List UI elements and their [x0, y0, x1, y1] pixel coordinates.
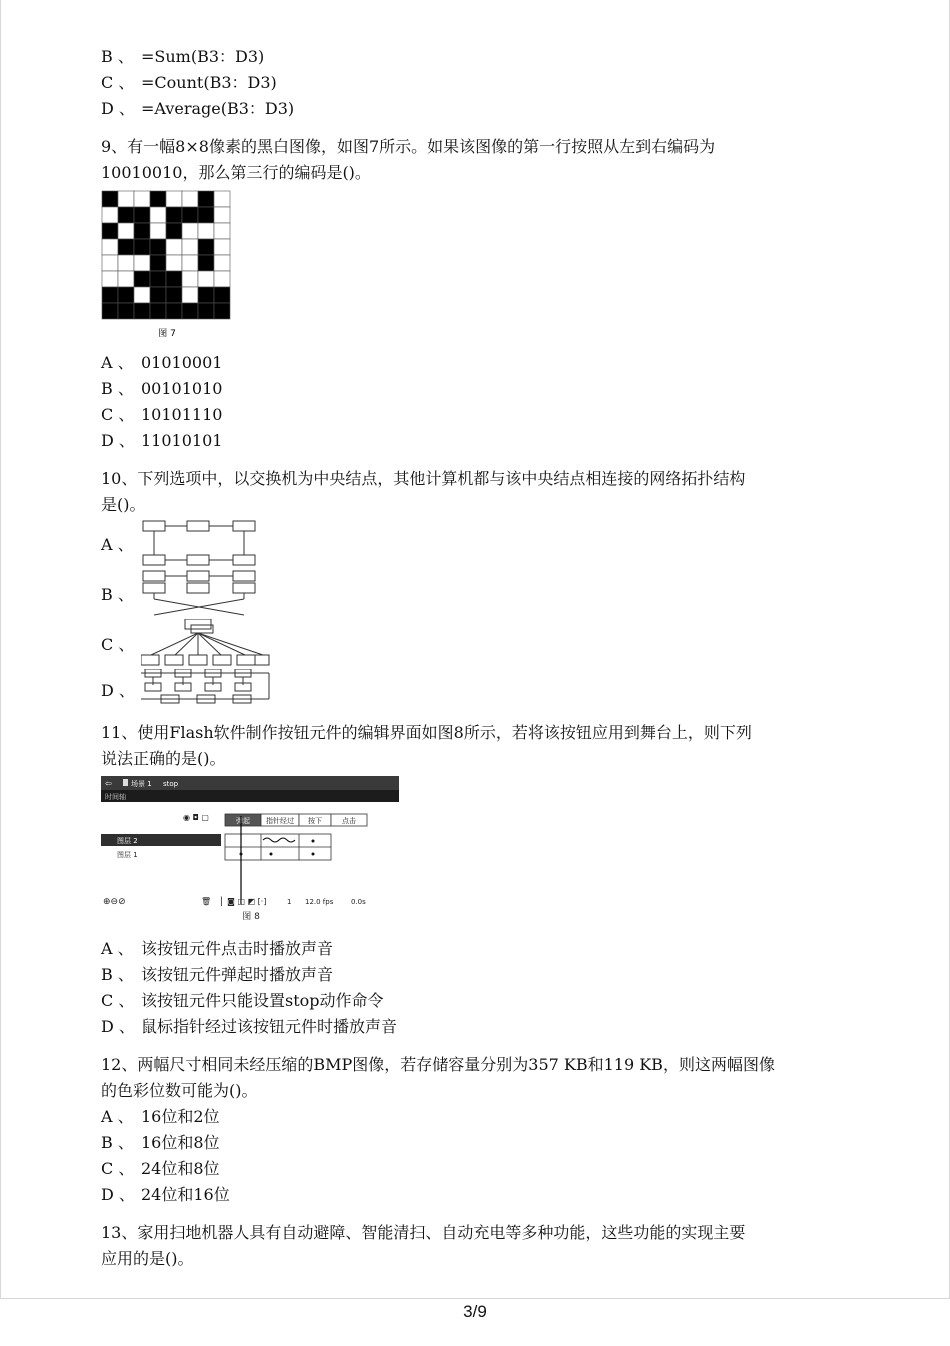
pixel-cell [118, 207, 134, 223]
scene-icon [123, 779, 128, 786]
pixel-cell [214, 287, 230, 303]
q10-option-b: B 、 [101, 568, 861, 618]
q8-options [101, 44, 861, 122]
pixel-cell [134, 303, 150, 319]
mesh-topology-icon [141, 569, 261, 617]
pixel-cell [118, 271, 134, 287]
frame-header-label: 指针经过 [266, 817, 294, 825]
pixel-grid-image [101, 190, 235, 340]
question-9 [101, 134, 861, 454]
frame-header-label: 按下 [308, 817, 322, 825]
question-12 [101, 1052, 861, 1208]
layer-name-2: 图层 2 [117, 837, 138, 845]
pixel-cell [182, 191, 198, 207]
pixel-cell [214, 239, 230, 255]
flash-button-editor [101, 776, 401, 924]
q10-option-d: D 、 [101, 668, 861, 710]
figure-8-caption: 图 8 [242, 912, 260, 922]
question-10 [101, 466, 861, 710]
pixel-cell [150, 191, 166, 207]
figure-7 [101, 190, 861, 344]
pixel-cell [214, 191, 230, 207]
pixel-cell [166, 239, 182, 255]
pixel-cell [150, 255, 166, 271]
pixel-cell [134, 223, 150, 239]
q12-stem-line1: 12、两幅尺寸相同未经压缩的BMP图像，若存储容量分别为357 KB和119 KB，则这两幅图像 [101, 1055, 775, 1074]
pixel-cell [166, 303, 182, 319]
pixel-cell [150, 271, 166, 287]
pixel-cell [166, 271, 182, 287]
elapsed-time: 0.0s [351, 898, 366, 906]
pixel-cell [102, 287, 118, 303]
keyframe-dot [240, 853, 243, 856]
figure-7-caption: 图 7 [158, 329, 176, 339]
pixel-cell [166, 223, 182, 239]
q11-option-a: A 、 该按钮元件点击时播放声音 [101, 939, 334, 958]
pixel-cell [134, 207, 150, 223]
q9-option-d: D 、 11010101 [101, 431, 223, 450]
frame-rate: 12.0 fps [305, 898, 334, 906]
pixel-cell [150, 223, 166, 239]
keyframe-dot [312, 853, 315, 856]
tree-topology-icon [141, 669, 273, 709]
pixel-cell [182, 287, 198, 303]
pixel-cell [182, 207, 198, 223]
pixel-cell [150, 303, 166, 319]
pixel-cell [102, 223, 118, 239]
pixel-cell [182, 303, 198, 319]
ring-topology-icon [141, 519, 261, 567]
q9-stem-line1: 9、有一幅8×8像素的黑白图像，如图7所示。如果该图像的第一行按照从左到右编码为 [101, 137, 716, 156]
pixel-cell [102, 271, 118, 287]
pixel-cell [150, 239, 166, 255]
pixel-cell [182, 255, 198, 271]
q9-option-c: C 、 10101110 [101, 405, 223, 424]
pixel-cell [198, 191, 214, 207]
q12-option-a: A 、 16位和2位 [101, 1107, 220, 1126]
star-topology-icon [141, 619, 271, 667]
q13-stem-line1: 13、家用扫地机器人具有自动避障、智能清扫、自动充电等多种功能，这些功能的实现主要 [101, 1223, 746, 1242]
q9-stem-line2: 10010010，那么第三行的编码是()。 [101, 163, 371, 182]
q9-option-b: B 、 00101010 [101, 379, 223, 398]
symbol-name: stop [163, 780, 179, 788]
keyframe-dot [312, 840, 315, 843]
pixel-cell [198, 303, 214, 319]
q8-option-c: C 、 =Count(B3：D3) [101, 73, 277, 92]
pixel-cell [134, 191, 150, 207]
pixel-cell [118, 303, 134, 319]
scene-name: 场景 1 [131, 780, 152, 788]
pixel-cell [134, 239, 150, 255]
pixel-cell [182, 223, 198, 239]
pixel-cell [102, 191, 118, 207]
flash-timeline-bar [101, 790, 399, 802]
pixel-cell [166, 207, 182, 223]
frame-header-label: 弹起 [236, 817, 250, 825]
pixel-cell [214, 271, 230, 287]
pixel-cell [150, 287, 166, 303]
q11-option-c: C 、 该按钮元件只能设置stop动作命令 [101, 991, 384, 1010]
pixel-cell [166, 255, 182, 271]
pixel-cell [166, 287, 182, 303]
q11-stem-line2: 说法正确的是()。 [101, 749, 226, 768]
pixel-cell [134, 255, 150, 271]
q11-stem-line1: 11、使用Flash软件制作按钮元件的编辑界面如图8所示，若将该按钮应用到舞台上，则下列 [101, 723, 752, 742]
frame-header-label: 点击 [342, 817, 356, 825]
pixel-cell [214, 255, 230, 271]
q13-stem-line2: 应用的是()。 [101, 1249, 194, 1268]
q12-option-c: C 、 24位和8位 [101, 1159, 220, 1178]
pixel-cell [134, 287, 150, 303]
q11-option-d: D 、 鼠标指针经过该按钮元件时播放声音 [101, 1017, 398, 1036]
figure-8 [101, 776, 401, 928]
keyframe-dot [270, 853, 273, 856]
q8-option-d: D 、 =Average(B3：D3) [101, 99, 295, 118]
pixel-cell [102, 255, 118, 271]
sound-waveform-icon [263, 838, 295, 842]
pixel-cell [198, 239, 214, 255]
question-13 [101, 1220, 861, 1272]
q10-stem-line1: 10、下列选项中，以交换机为中央结点，其他计算机都与该中央结点相连接的网络拓扑结构 [101, 469, 746, 488]
q9-option-a: A 、 01010001 [101, 353, 223, 372]
timeline-tool-icons: ⊕⊖⊘ [103, 897, 126, 907]
q12-option-d: D 、 24位和16位 [101, 1185, 230, 1204]
pixel-cell [118, 255, 134, 271]
timeline-label: 时间轴 [105, 793, 126, 801]
pixel-cell [118, 223, 134, 239]
pixel-cell [118, 287, 134, 303]
q12-option-b: B 、 16位和8位 [101, 1133, 220, 1152]
q10-stem-line2: 是()。 [101, 495, 146, 514]
pixel-cell [166, 191, 182, 207]
trash-icon: 🗑 [201, 897, 212, 906]
q12-stem-line2: 的色彩位数可能为()。 [101, 1081, 258, 1100]
pixel-cell [198, 223, 214, 239]
pixel-cell [214, 207, 230, 223]
page-content [101, 44, 861, 1272]
pixel-cell [214, 223, 230, 239]
pixel-cell [198, 207, 214, 223]
q11-option-b: B 、 该按钮元件弹起时播放声音 [101, 965, 334, 984]
q10-option-c: C 、 [101, 618, 861, 668]
layer-name-1: 图层 1 [117, 851, 138, 859]
back-arrow-icon: ⇦ [105, 779, 112, 788]
page-number: 3/9 [463, 1302, 487, 1321]
current-frame: 1 [287, 898, 292, 906]
pixel-cell [102, 239, 118, 255]
pixel-cell [134, 271, 150, 287]
pixel-cell [102, 207, 118, 223]
onion-skin-icons: ▏◙ ◫ ◩ [·] [221, 897, 267, 906]
pixel-cell [182, 239, 198, 255]
pixel-cell [118, 239, 134, 255]
pixel-cell [150, 207, 166, 223]
question-11 [101, 720, 861, 1040]
pixel-cell [198, 287, 214, 303]
pixel-cell [198, 271, 214, 287]
layer-eye-lock-icons: ◉ ◘ ▢ [183, 813, 209, 822]
q10-option-a: A 、 [101, 518, 861, 568]
pixel-cell [214, 303, 230, 319]
q8-option-b: B 、 =Sum(B3：D3) [101, 47, 265, 66]
pixel-cell [198, 255, 214, 271]
pixel-cell [118, 191, 134, 207]
pixel-cell [102, 303, 118, 319]
pixel-cell [182, 271, 198, 287]
